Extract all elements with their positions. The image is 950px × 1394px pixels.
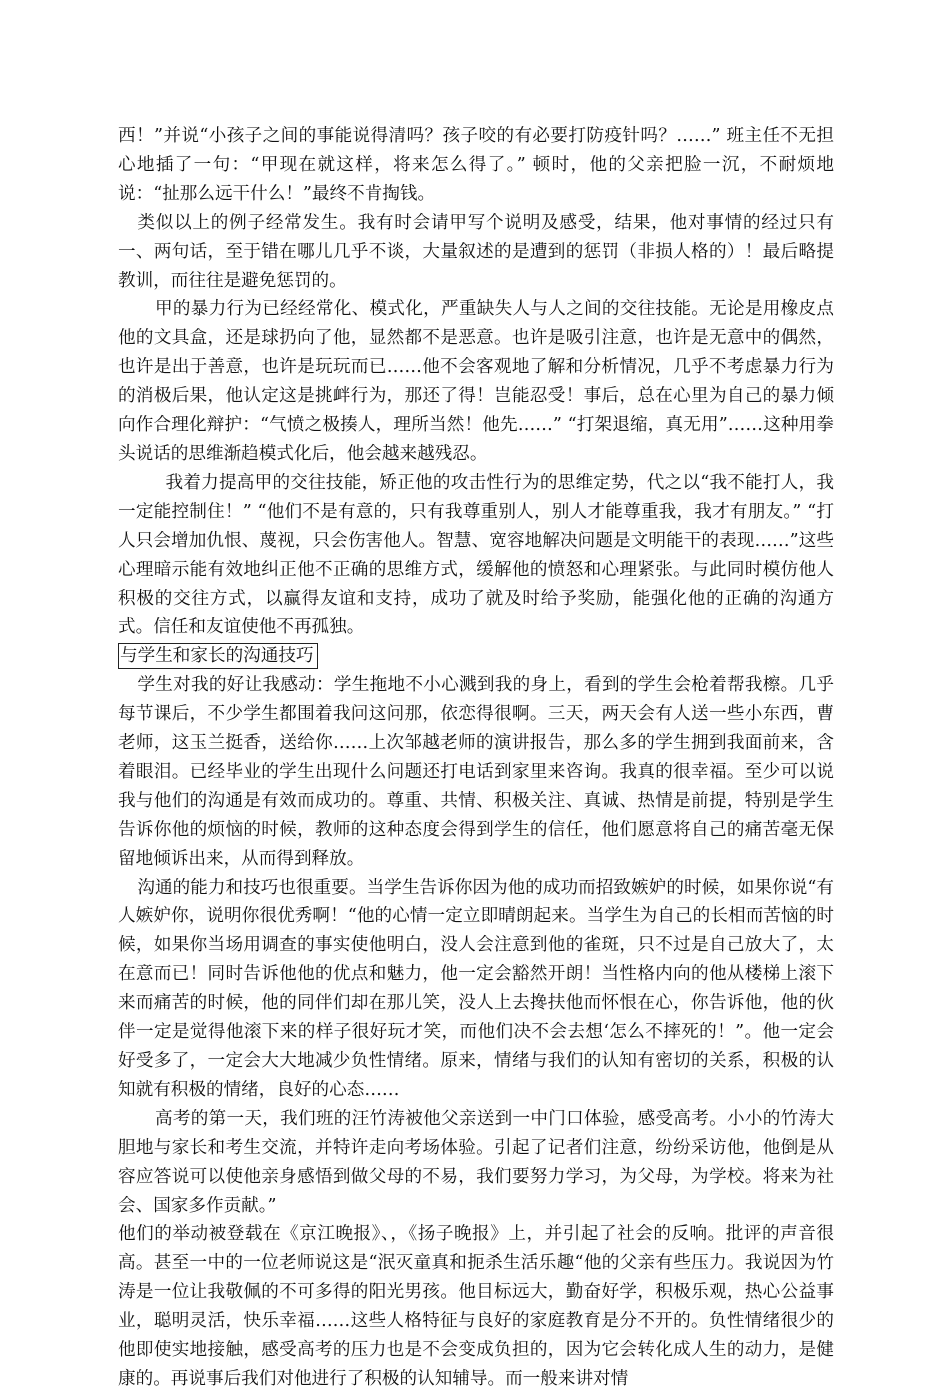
document-page bbox=[118, 122, 834, 1394]
paragraph-8: 他们的举动被登载在《京江晚报》、，《扬子晚报》上，并引起了社会的反响。批评的声音很高。甚至一中的一位老师说这是“泯灭童真和扼杀生活乐趣“他的父亲有些压力。我说因为竹涛是一位让我敬佩的不可多得的阳光男孩。他目标远大，勤奋好学，积极乐观，热心公益事业，聪明灵活，快乐幸福……这些人格特征与良好的家庭教育是分不开的。负性情绪很少的他即使实地接触，感受高考的压力也是不会变成负担的，因为它会转化成人生的动力，是健康的。再说事后我们对他进行了积极的认知辅导。而一般来讲对情 bbox=[118, 1224, 834, 1389]
section-heading-line bbox=[118, 642, 834, 671]
paragraph-3: 甲的暴力行为已经经常化、模式化，严重缺失人与人之间的交往技能。无论是用橡皮点他的文具盒，还是球扔向了他，显然都不是恶意。也许是吸引注意，也许是无意中的偶然，也许是出于善意，也许是玩玩而已……他不会客观地了解和分析情况，几乎不考虑暴力行为的消极后果，他认定这是挑衅行为，那还了得！岂能忍受！事后，总在心里为自己的暴力倾向作合理化辩护：“气愤之极揍人，理所当然！他先……” “打架退缩，真无用”……这种用拳头说话的思维渐趋模式化后，他会越来越残忍。 bbox=[118, 299, 834, 464]
paragraph-2: 类似以上的例子经常发生。我有时会请甲写个说明及感受，结果，他对事情的经过只有一、两句话，至于错在哪儿几乎不谈，大量叙述的是遭到的惩罚（非损人格的）！最后略提教训，而往往是避免惩罚的。 bbox=[118, 212, 834, 291]
paragraph-1: 西！”并说“小孩子之间的事能说得清吗？孩子咬的有必要打防疫针吗？……” 班主任不无担心地插了一句：“甲现在就这样，将来怎么得了。” 顿时，他的父亲把脸一沉，不耐烦地说：“扯那么远干什么！”最终不肯掏钱。 bbox=[118, 126, 834, 204]
paragraph-7: 高考的第一天，我们班的汪竹涛被他父亲送到一中门口体验，感受高考。小小的竹涛大胆地与家长和考生交流，并特许走向考场体验。引起了记者们注意，纷纷采访他，他倒是从容应答说可以使他亲身感悟到做父母的不易，我们要努力学习，为父母，为学校。将来为社会、国家多作贡献。” bbox=[118, 1108, 834, 1216]
paragraph-4: 我着力提高甲的交往技能，矫正他的攻击性行为的思维定势，代之以“我不能打人，我一定能控制住！” “他们不是有意的，只有我尊重别人，别人才能尊重我，我才有朋友。” “打人只会增加仇恨、蔑视，只会伤害他人。智慧、宽容地解决问题是文明能干的表现……”这些心理暗示能有效地纠正他不正确的思维方式，缓解他的愤怒和心理紧张。与此同时模仿他人积极的交往方式，以赢得友谊和支持，成功了就及时给予奖励，能强化他的正确的沟通方式。信任和友谊使他不再孤独。 bbox=[118, 472, 834, 638]
section-heading: 与学生和家长的沟通技巧 bbox=[118, 643, 318, 669]
paragraph-6: 沟通的能力和技巧也很重要。当学生告诉你因为他的成功而招致嫉妒的时候，如果你说“有人嫉妒你，说明你很优秀啊！“他的心情一定立即晴朗起来。当学生为自己的长相而苦恼的时候，如果你当场用调查的事实使他明白，没人会注意到他的雀斑，只不过是自己放大了，太在意而已！同时告诉他他的优点和魅力，他一定会豁然开朗！当性格内向的他从楼梯上滚下来而痛苦的时候，他的同伴们却在那儿笑，没人上去搀扶他而怀恨在心，你告诉他，他的伙伴一定是觉得他滚下来的样子很好玩才笑，而他们决不会去想‘怎么不摔死的！”。他一定会好受多了，一定会大大地减少负性情绪。原来，情绪与我们的认知有密切的关系，积极的认知就有积极的情绪，良好的心态…… bbox=[118, 877, 834, 1100]
paragraph-5: 学生对我的好让我感动：学生拖地不小心溅到我的身上，看到的学生会枪着帮我檫。几乎每节课后，不少学生都围着我问这问那，依恋得很啊。三天，两天会有人送一些小东西，曹老师，这玉兰挺香，送给你……上次邹越老师的演讲报告，那么多的学生拥到我面前来，含着眼泪。已经毕业的学生出现什么问题还打电话到家里来咨询。我真的很幸福。至少可以说我与他们的沟通是有效而成功的。尊重、共情、积极关注、真诚、热情是前提，特别是学生告诉你他的烦恼的时候，教师的这种态度会得到学生的信任，他们愿意将自己的痛苦毫无保留地倾诉出来，从而得到释放。 bbox=[118, 675, 834, 869]
